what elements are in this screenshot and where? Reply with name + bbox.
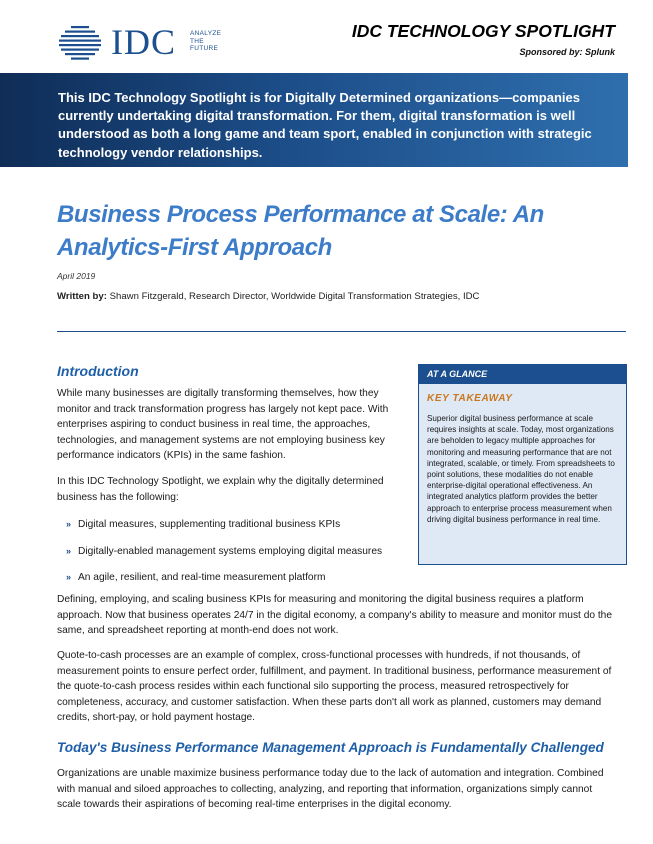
key-takeaway-label: KEY TAKEAWAY	[427, 393, 513, 404]
chevron-right-icon: »	[66, 546, 72, 556]
introduction-heading: Introduction	[57, 363, 139, 379]
at-a-glance-box	[418, 364, 627, 565]
intro-paragraph-4: Quote-to-cash processes are an example of complex, cross-functional processes with hundreds, if not thousands, of measurement points to ensure perfect order, fulfillment, and payment. In traditional business, performance measurement of the quote-to-cash process resides within each functional silo supporting the process, measured retrospectively for completeness, accuracy, and customer satisfaction. When these parts don't all work as planned, customers may demand credits, short-pay, or hold payment hostage.	[57, 650, 612, 724]
section-heading: Today's Business Performance Management Approach is Fundamentally Challenged	[57, 740, 604, 755]
key-takeaway-text: Superior digital business performance at scale requires insights at scale. Today, most organizations are beholden to legacy multiple approaches for monitoring and measuring performance that are not integrated, scalable, or timely. From spreadsheets to point solutions, these modalities do not enable enterprise-digital operational effectiveness. An integrated analytics platform provides the better approach to enterprise process measurement when driving digital business performance in real time.	[427, 414, 615, 524]
logo-tagline: ANALYZE THE FUTURE	[190, 30, 222, 52]
chevron-right-icon: »	[66, 519, 72, 529]
document-title: Business Process Performance at Scale: An Analytics-First Approach	[57, 201, 544, 261]
chevron-right-icon: »	[66, 572, 72, 582]
globe-icon	[55, 22, 105, 62]
publish-date: April 2019	[57, 271, 96, 281]
author-name: Shawn Fitzgerald, Research Director, Worldwide Digital Transformation Strategies, IDC	[109, 291, 480, 302]
intro-paragraph-2: In this IDC Technology Spotlight, we explain why the digitally determined business has the following:	[57, 476, 384, 503]
intro-paragraph-3: Defining, employing, and scaling business KPIs for measuring and monitoring the digital business requires a platform approach. Now that business operates 24/7 in the digital economy, a company's ability to measure and monitor must do the same, and spreadsheet reporting at month-end does not work.	[57, 594, 613, 637]
sponsor-line: Sponsored by: Splunk	[519, 47, 615, 57]
banner-text: This IDC Technology Spotlight is for Digitally Determined organizations—companies currently undertaking digital transformation. For them, digital transformation is well understood as both a long game and team sport, enabled in conjunction with strategic technology vendor relationships.	[58, 90, 592, 160]
idc-logo	[55, 22, 235, 62]
list-item: » Digitally-enabled management systems employing digital measures	[66, 546, 383, 557]
logo-wordmark: IDC	[111, 22, 176, 62]
spotlight-title: IDC TECHNOLOGY SPOTLIGHT	[351, 21, 615, 41]
author-line	[57, 291, 479, 302]
at-a-glance-header: AT A GLANCE	[419, 365, 626, 384]
written-by-label: Written by:	[57, 291, 107, 302]
list-item: » An agile, resilient, and real-time measurement platform	[66, 572, 326, 583]
intro-paragraph-1: While many businesses are digitally transforming themselves, how they monitor and track transformation progress has largely not kept pace. With enterprises aspiring to conduct business in real time, the approaches, technologies, and management systems are not employing business key performance indicators (KPIs) in the same fashion.	[57, 388, 389, 462]
section-paragraph: Organizations are unable maximize business performance today due to the lack of automation and integration. Combined with manual and siloed approaches to collecting, analyzing, and reporting that information, organizations simply cannot scale towards their aspirations of becoming real-time enterprises in the digital economy.	[57, 768, 604, 811]
divider	[57, 331, 626, 332]
list-item: » Digital measures, supplementing traditional business KPIs	[66, 519, 341, 530]
